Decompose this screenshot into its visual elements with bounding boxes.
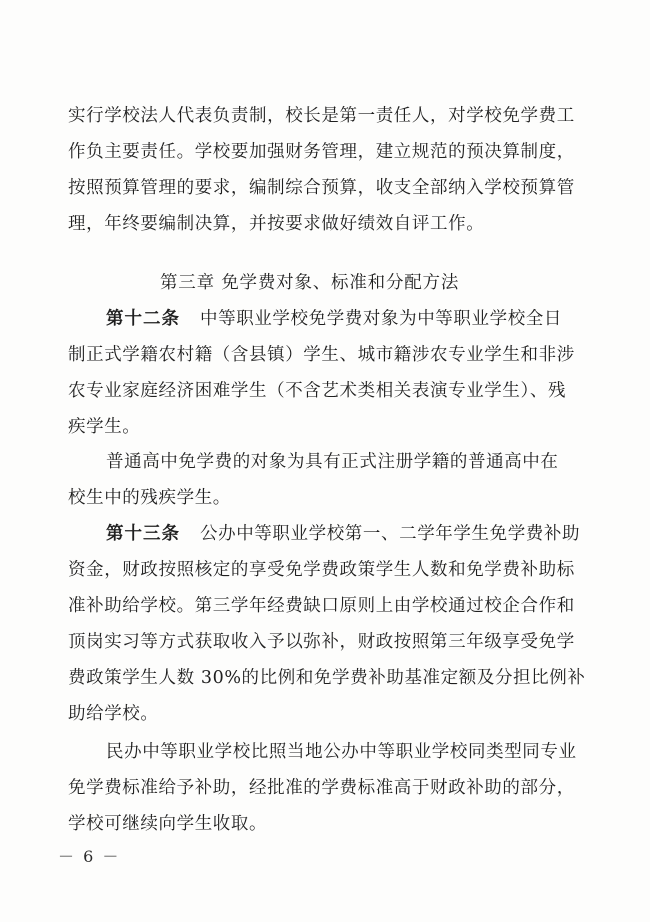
article-12-line-2 — [0, 340, 650, 370]
article-13-line-3 — [0, 591, 650, 621]
continuation-line-4 — [0, 209, 650, 239]
article-12-line-4 — [0, 412, 650, 442]
continuation-line-1 — [0, 101, 650, 131]
text: 免学费标准给予补助，经批准的学费标准高于财政补助的部分， — [68, 778, 575, 798]
article-12-line-1 — [0, 304, 650, 334]
text: 民办中等职业学校比照当地公办中等职业学校同类型同专业 — [106, 742, 577, 762]
private-line-3 — [0, 809, 650, 839]
article-12-label: 第十二条 — [106, 309, 180, 329]
text: 理，年终要编制决算，并按要求做好绩效自评工作。 — [68, 214, 485, 234]
article-13-line-2 — [0, 555, 650, 585]
high-school-line-1 — [0, 447, 650, 477]
text: 校生中的残疾学生。 — [68, 488, 231, 508]
text: 实行学校法人代表负责制，校长是第一责任人，对学校免学费工 — [68, 106, 575, 126]
text: 顶岗实习等方式获取收入予以弥补，财政按照第三年级享受免学 — [68, 632, 575, 652]
text: 中等职业学校免学费对象为中等职业学校全日 — [200, 309, 562, 329]
article-13-line-5 — [0, 663, 650, 693]
high-school-line-2 — [0, 483, 650, 513]
continuation-line-2 — [0, 137, 650, 167]
text: 公办中等职业学校第一、二学年学生免学费补助 — [200, 524, 581, 544]
chapter-heading-text: 第三章 免学费对象、标准和分配方法 — [160, 273, 460, 293]
page-number: － 6 － — [58, 847, 121, 866]
text: 农专业家庭经济困难学生（不含艺术类相关表演专业学生）、残 — [68, 381, 567, 401]
article-13-line-4 — [0, 627, 650, 657]
text: 助给学校。 — [68, 704, 159, 724]
article-13-line-1 — [0, 519, 650, 549]
private-line-1 — [0, 737, 650, 767]
text: 普通高中免学费的对象为具有正式注册学籍的普通高中在 — [106, 452, 559, 472]
continuation-line-3 — [0, 173, 650, 203]
text: 费政策学生人数 30%的比例和免学费补助基准定额及分担比例补 — [68, 668, 586, 688]
text: 学校可继续向学生收取。 — [68, 814, 268, 834]
article-13-line-6 — [0, 699, 650, 729]
text: 准补助给学校。第三学年经费缺口原则上由学校通过校企合作和 — [68, 596, 575, 616]
text: 疾学生。 — [68, 417, 141, 437]
text: 资金，财政按照核定的享受免学费政策学生人数和免学费补助标 — [68, 560, 575, 580]
chapter-heading — [0, 268, 650, 298]
text: 作负主要责任。学校要加强财务管理，建立规范的预决算制度， — [68, 142, 575, 162]
text: 按照预算管理的要求，编制综合预算，收支全部纳入学校预算管 — [68, 178, 575, 198]
article-12-line-3 — [0, 376, 650, 406]
private-line-2 — [0, 773, 650, 803]
text: 制正式学籍农村籍（含县镇）学生、城市籍涉农专业学生和非涉 — [68, 345, 575, 365]
article-13-label: 第十三条 — [106, 524, 180, 544]
